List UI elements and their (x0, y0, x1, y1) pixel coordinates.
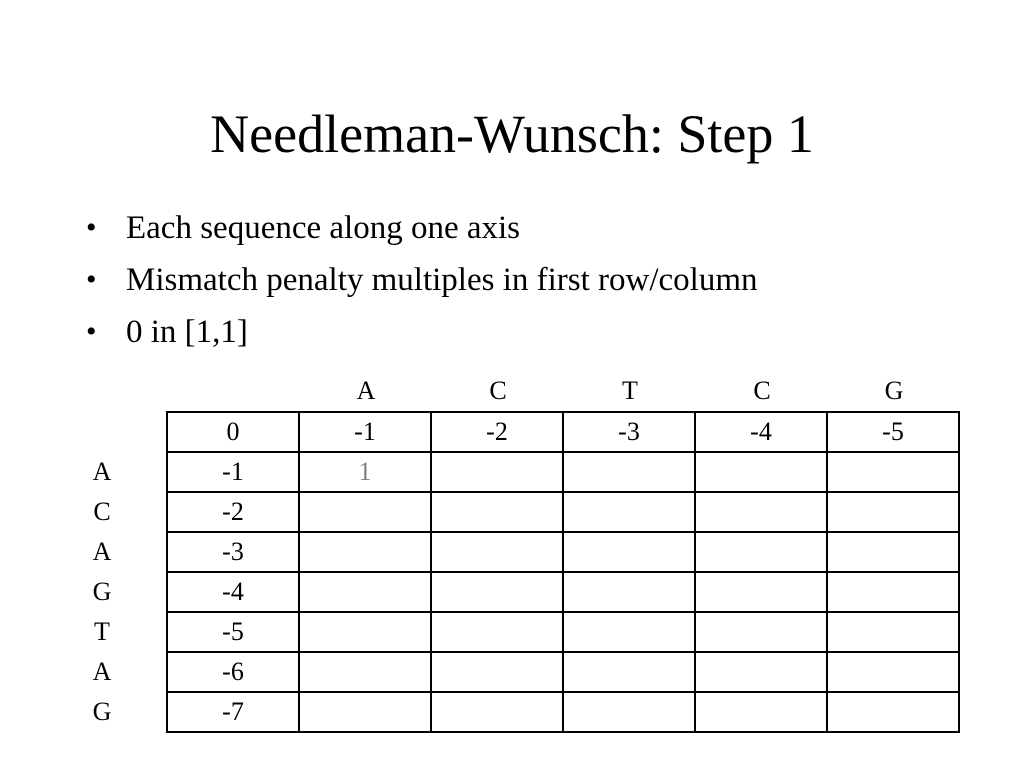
row-letter: A (92, 457, 112, 486)
matrix-cell (563, 692, 695, 732)
matrix-cell (563, 532, 695, 572)
matrix-cell (431, 652, 563, 692)
matrix-cell (695, 532, 827, 572)
row-letter: T (94, 617, 110, 646)
matrix-cell (827, 492, 959, 532)
matrix-cell-1-1: 1 (299, 452, 431, 492)
matrix-cell (827, 532, 959, 572)
column-letter: G (884, 376, 904, 405)
matrix-cell (563, 452, 695, 492)
matrix-cell (431, 492, 563, 532)
matrix-cell (563, 492, 695, 532)
matrix-row (167, 532, 959, 572)
matrix-row (167, 572, 959, 612)
matrix-cell (827, 572, 959, 612)
matrix-cell (431, 532, 563, 572)
matrix-cell (431, 452, 563, 492)
matrix-cell (563, 652, 695, 692)
matrix-cell (299, 692, 431, 732)
matrix-cell: -3 (563, 412, 695, 452)
slide-title: Needleman-Wunsch: Step 1 (210, 104, 814, 164)
matrix-row (167, 412, 959, 452)
matrix-cell: -4 (167, 572, 299, 612)
matrix-cell (695, 572, 827, 612)
matrix-cell: -1 (299, 412, 431, 452)
matrix-row (167, 652, 959, 692)
bullet-list (86, 204, 758, 360)
matrix-cell (827, 612, 959, 652)
matrix-cell (299, 532, 431, 572)
row-letter: A (92, 537, 112, 566)
matrix-cell (827, 452, 959, 492)
matrix-cell: 0 (167, 412, 299, 452)
row-letter: C (93, 497, 111, 526)
matrix-cell (431, 572, 563, 612)
column-letter: A (356, 376, 376, 405)
column-letter: C (489, 376, 507, 405)
matrix-cell (299, 652, 431, 692)
matrix-cell: -5 (827, 412, 959, 452)
matrix-cell (299, 572, 431, 612)
matrix-cell: -6 (167, 652, 299, 692)
matrix-row (167, 452, 959, 492)
column-letter: C (753, 376, 771, 405)
bullet-text: Each sequence along one axis (126, 210, 521, 246)
matrix-cell: -2 (431, 412, 563, 452)
matrix-cell: -5 (167, 612, 299, 652)
row-letter: A (92, 657, 112, 686)
matrix-cell (827, 692, 959, 732)
matrix-cell (431, 612, 563, 652)
matrix-cell (695, 652, 827, 692)
matrix-cell (695, 692, 827, 732)
bullet-dot-icon: • (86, 211, 97, 244)
matrix-cell (695, 612, 827, 652)
matrix-row (167, 692, 959, 732)
row-letter: G (92, 697, 112, 726)
matrix-cell (431, 692, 563, 732)
matrix-cell (695, 452, 827, 492)
matrix-cell (695, 492, 827, 532)
matrix-cell: -4 (695, 412, 827, 452)
matrix-row (167, 612, 959, 652)
matrix-row (167, 492, 959, 532)
bullet-text: Mismatch penalty multiples in first row/column (126, 262, 758, 298)
bullet-dot-icon: • (86, 263, 97, 296)
column-letter: T (622, 376, 638, 405)
matrix-cell: -3 (167, 532, 299, 572)
bullet-item (86, 204, 758, 256)
matrix-cell (563, 612, 695, 652)
row-letter: G (92, 577, 112, 606)
matrix-cell (827, 652, 959, 692)
bullet-dot-icon: • (86, 315, 97, 348)
score-matrix (166, 411, 960, 733)
matrix-cell: -1 (167, 452, 299, 492)
matrix-cell (299, 612, 431, 652)
matrix-cell: -2 (167, 492, 299, 532)
bullet-item (86, 308, 758, 360)
bullet-item (86, 256, 758, 308)
bullet-text: 0 in [1,1] (126, 314, 248, 350)
matrix-cell (563, 572, 695, 612)
matrix-cell: -7 (167, 692, 299, 732)
matrix-cell (299, 492, 431, 532)
